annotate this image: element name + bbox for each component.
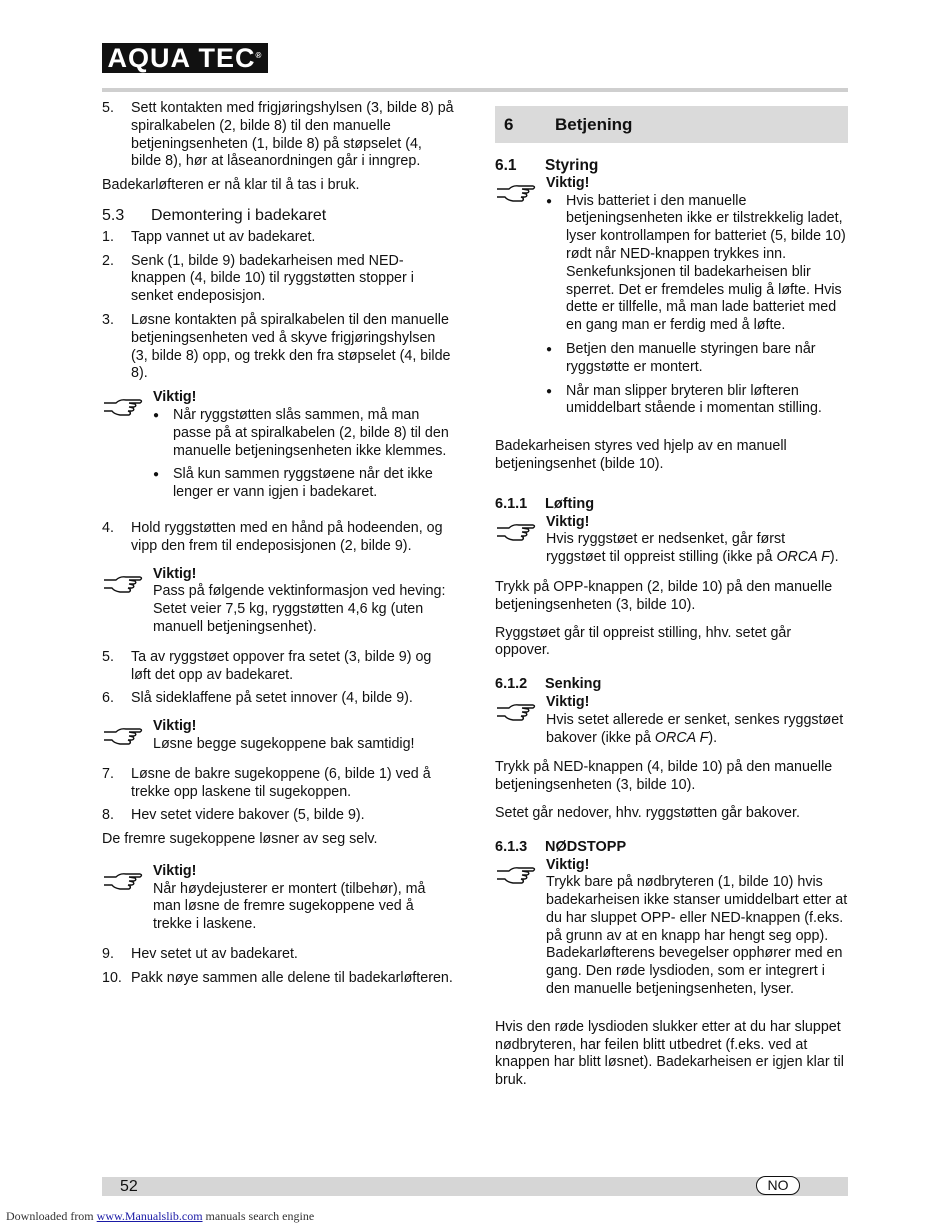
page-number: 52 [120, 1178, 138, 1195]
subsection-heading: 6.1.3 NØDSTOPP [495, 838, 627, 855]
note-box [102, 566, 454, 637]
note-text: Trykk bare på nødbryteren (1, bilde 10) hvis badekarheisen ikke stanser umiddelbart etter at du har sluppet OPP- eller NED-knappen (f.eks. på grunn av at en knapp har hengt seg opp). Badekarløfterens bevegelser opphører med en gang. Den røde lysdioden, som er integrert i den manuelle betjeningsenheten, lyser. [546, 874, 848, 998]
header-rule [102, 88, 848, 92]
list-item: 5. Ta av ryggstøet oppover fra setet (3, bilde 9) og løft det opp av badekaret. [102, 648, 432, 683]
subsection-heading: 6.1.2 Senking [495, 676, 602, 693]
chapter-heading: 6 Betjening [495, 106, 848, 143]
manualslib-link[interactable]: www.Manualslib.com [96, 1209, 203, 1223]
list-item: 3. Løsne kontakten på spiralkabelen til den manuelle betjeningsenheten ved å skyve frigjøringshylsen (3, bilde 8) opp, og trekk den fra støpselet (4, bilde 8). [102, 311, 451, 382]
page-footer [102, 1177, 848, 1196]
note-box [102, 863, 454, 934]
list-item: 9. Hev setet ut av badekaret. [102, 946, 298, 963]
note-box [102, 389, 454, 508]
bullet-item: ● Når man slipper bryteren blir løfteren umiddelbart stående i momentan stilling. [546, 382, 822, 417]
note-heading: Viktig! [153, 718, 197, 735]
bullet-item: ● Når ryggstøtten slås sammen, må man passe på at spiralkabelen (2, bilde 8) til den manuelle betjeningsenheten ikke klemmes. [153, 406, 449, 459]
subsection-heading: 6.1.1 Løfting [495, 495, 595, 512]
steps-list [102, 766, 454, 825]
steps-list [102, 229, 454, 383]
note-box [495, 694, 848, 747]
pointing-hand-icon [495, 857, 546, 999]
bullet-item: ● Hvis batteriet i den manuelle betjeningsenheten ikke er tilstrekkelig ladet, lyser kontrollampen for batteriet (5, bilde 10) rødt når NED-knappen trykkes inn. Senkefunksjonen til badekarheisen blir sperret. Det er fremdeles mulig å løfte. Hvis dette er tillfelle, må man lade batteriet med en gang man er ferdig med å løfte. [546, 192, 846, 334]
body-text: Hvis den røde lysdioden slukker etter at du har sluppet nødbryteren, har feilen blitt utbedret (f.eks. ved at knappen har blitt løsnet). Badekarheisen er igjen klar til bruk. [495, 1018, 844, 1089]
language-badge: NO [756, 1176, 800, 1195]
note-heading: Viktig! [546, 174, 590, 191]
list-item: 2. Senk (1, bilde 9) badekarheisen med NED-knappen (4, bilde 10) til ryggstøtten stopper i senket endeposisjon. [102, 252, 414, 305]
bullet-item: ● Slå kun sammen ryggstøene når det ikke lenger er vann igjen i badekaret. [153, 466, 433, 501]
ready-text: Badekarløfteren er nå klar til å tas i bruk. [102, 177, 360, 194]
pointing-hand-icon [102, 566, 153, 637]
note-heading: Viktig! [153, 389, 197, 406]
bullet-item: ● Betjen den manuelle styringen bare når ryggstøtte er montert. [546, 340, 816, 375]
body-text: Trykk på NED-knappen (4, bilde 10) på den manuelle betjeningsenheten (3, bilde 10). [495, 759, 833, 794]
note-text: Pass på følgende vektinformasjon ved heving: Setet veier 7,5 kg, ryggstøtten 4,6 kg (uten manuell betjeningsenhet). [153, 583, 446, 635]
list-item: 1. Tapp vannet ut av badekaret. [102, 228, 316, 245]
right-column [495, 100, 848, 1100]
front-text: De fremre sugekoppene løsner av seg selv. [102, 831, 378, 848]
note-heading: Viktig! [546, 513, 590, 530]
note-text: Når høydejusterer er montert (tilbehør), må man løsne de fremre sugekoppene ved å trekke i laskene. [153, 880, 426, 933]
pointing-hand-icon [102, 389, 153, 508]
note-box [102, 718, 454, 754]
list-item: 4. Hold ryggstøtten med en hånd på hodeenden, og vipp den frem til endeposisjonen (2, bilde 9). [102, 519, 443, 554]
pointing-hand-icon [495, 694, 546, 747]
list-item: 10. Pakk nøye sammen alle delene til badekarløfteren. [102, 969, 453, 986]
section-heading: 6.1 Styring [495, 157, 599, 174]
note-text: Hvis setet allerede er senket, senkes ryggstøet bakover (ikke på ORCA F). [546, 711, 844, 746]
pointing-hand-icon [495, 175, 546, 424]
note-heading: Viktig! [153, 565, 197, 582]
section-heading: 5.3 Demontering i badekaret [102, 206, 327, 224]
pointing-hand-icon [102, 718, 153, 754]
steps-list [102, 649, 454, 708]
steps-list [102, 946, 454, 988]
body-text: Badekarheisen styres ved hjelp av en manuell betjeningsenhet (bilde 10). [495, 438, 787, 472]
note-box [495, 175, 848, 424]
pointing-hand-icon [102, 863, 153, 934]
body-text: Trykk på OPP-knappen (2, bilde 10) på den manuelle betjeningsenheten (3, bilde 10). [495, 578, 833, 613]
note-box [495, 857, 848, 999]
note-heading: Viktig! [546, 693, 590, 710]
note-text: Løsne begge sugekoppene bak samtidig! [153, 735, 415, 752]
body-text: Setet går nedover, hhv. ryggstøtten går bakover. [495, 804, 800, 821]
steps-list [102, 520, 454, 556]
note-box [495, 514, 848, 567]
note-heading: Viktig! [546, 856, 590, 873]
intro-list [102, 100, 454, 171]
list-item: 5. Sett kontakten med frigjøringshylsen (3, bilde 8) på spiralkabelen (2, bilde 8) til den manuelle betjeningsenheten (1, bilde 8) på støpselet (4, bilde 8), hør at låseanordningen går i inngrep. [102, 100, 454, 170]
aquatec-logo: AQUA TEC® [102, 43, 268, 73]
pointing-hand-icon [495, 514, 546, 567]
note-heading: Viktig! [153, 862, 197, 879]
list-item: 6. Slå sideklaffene på setet innover (4, bilde 9). [102, 690, 413, 707]
list-item: 7. Løsne de bakre sugekoppene (6, bilde 1) ved å trekke opp laskene til sugekoppen. [102, 765, 431, 800]
list-item: 8. Hev setet videre bakover (5, bilde 9). [102, 807, 365, 824]
download-notice: Downloaded from www.Manualslib.com manuals search engine [6, 1209, 315, 1223]
note-text: Hvis ryggstøet er nedsenket, går først ryggstøet til oppreist stilling (ikke på ORCA F). [546, 531, 839, 566]
left-column [102, 100, 454, 994]
body-text: Ryggstøet går til oppreist stilling, hhv. setet går oppover. [495, 624, 792, 659]
